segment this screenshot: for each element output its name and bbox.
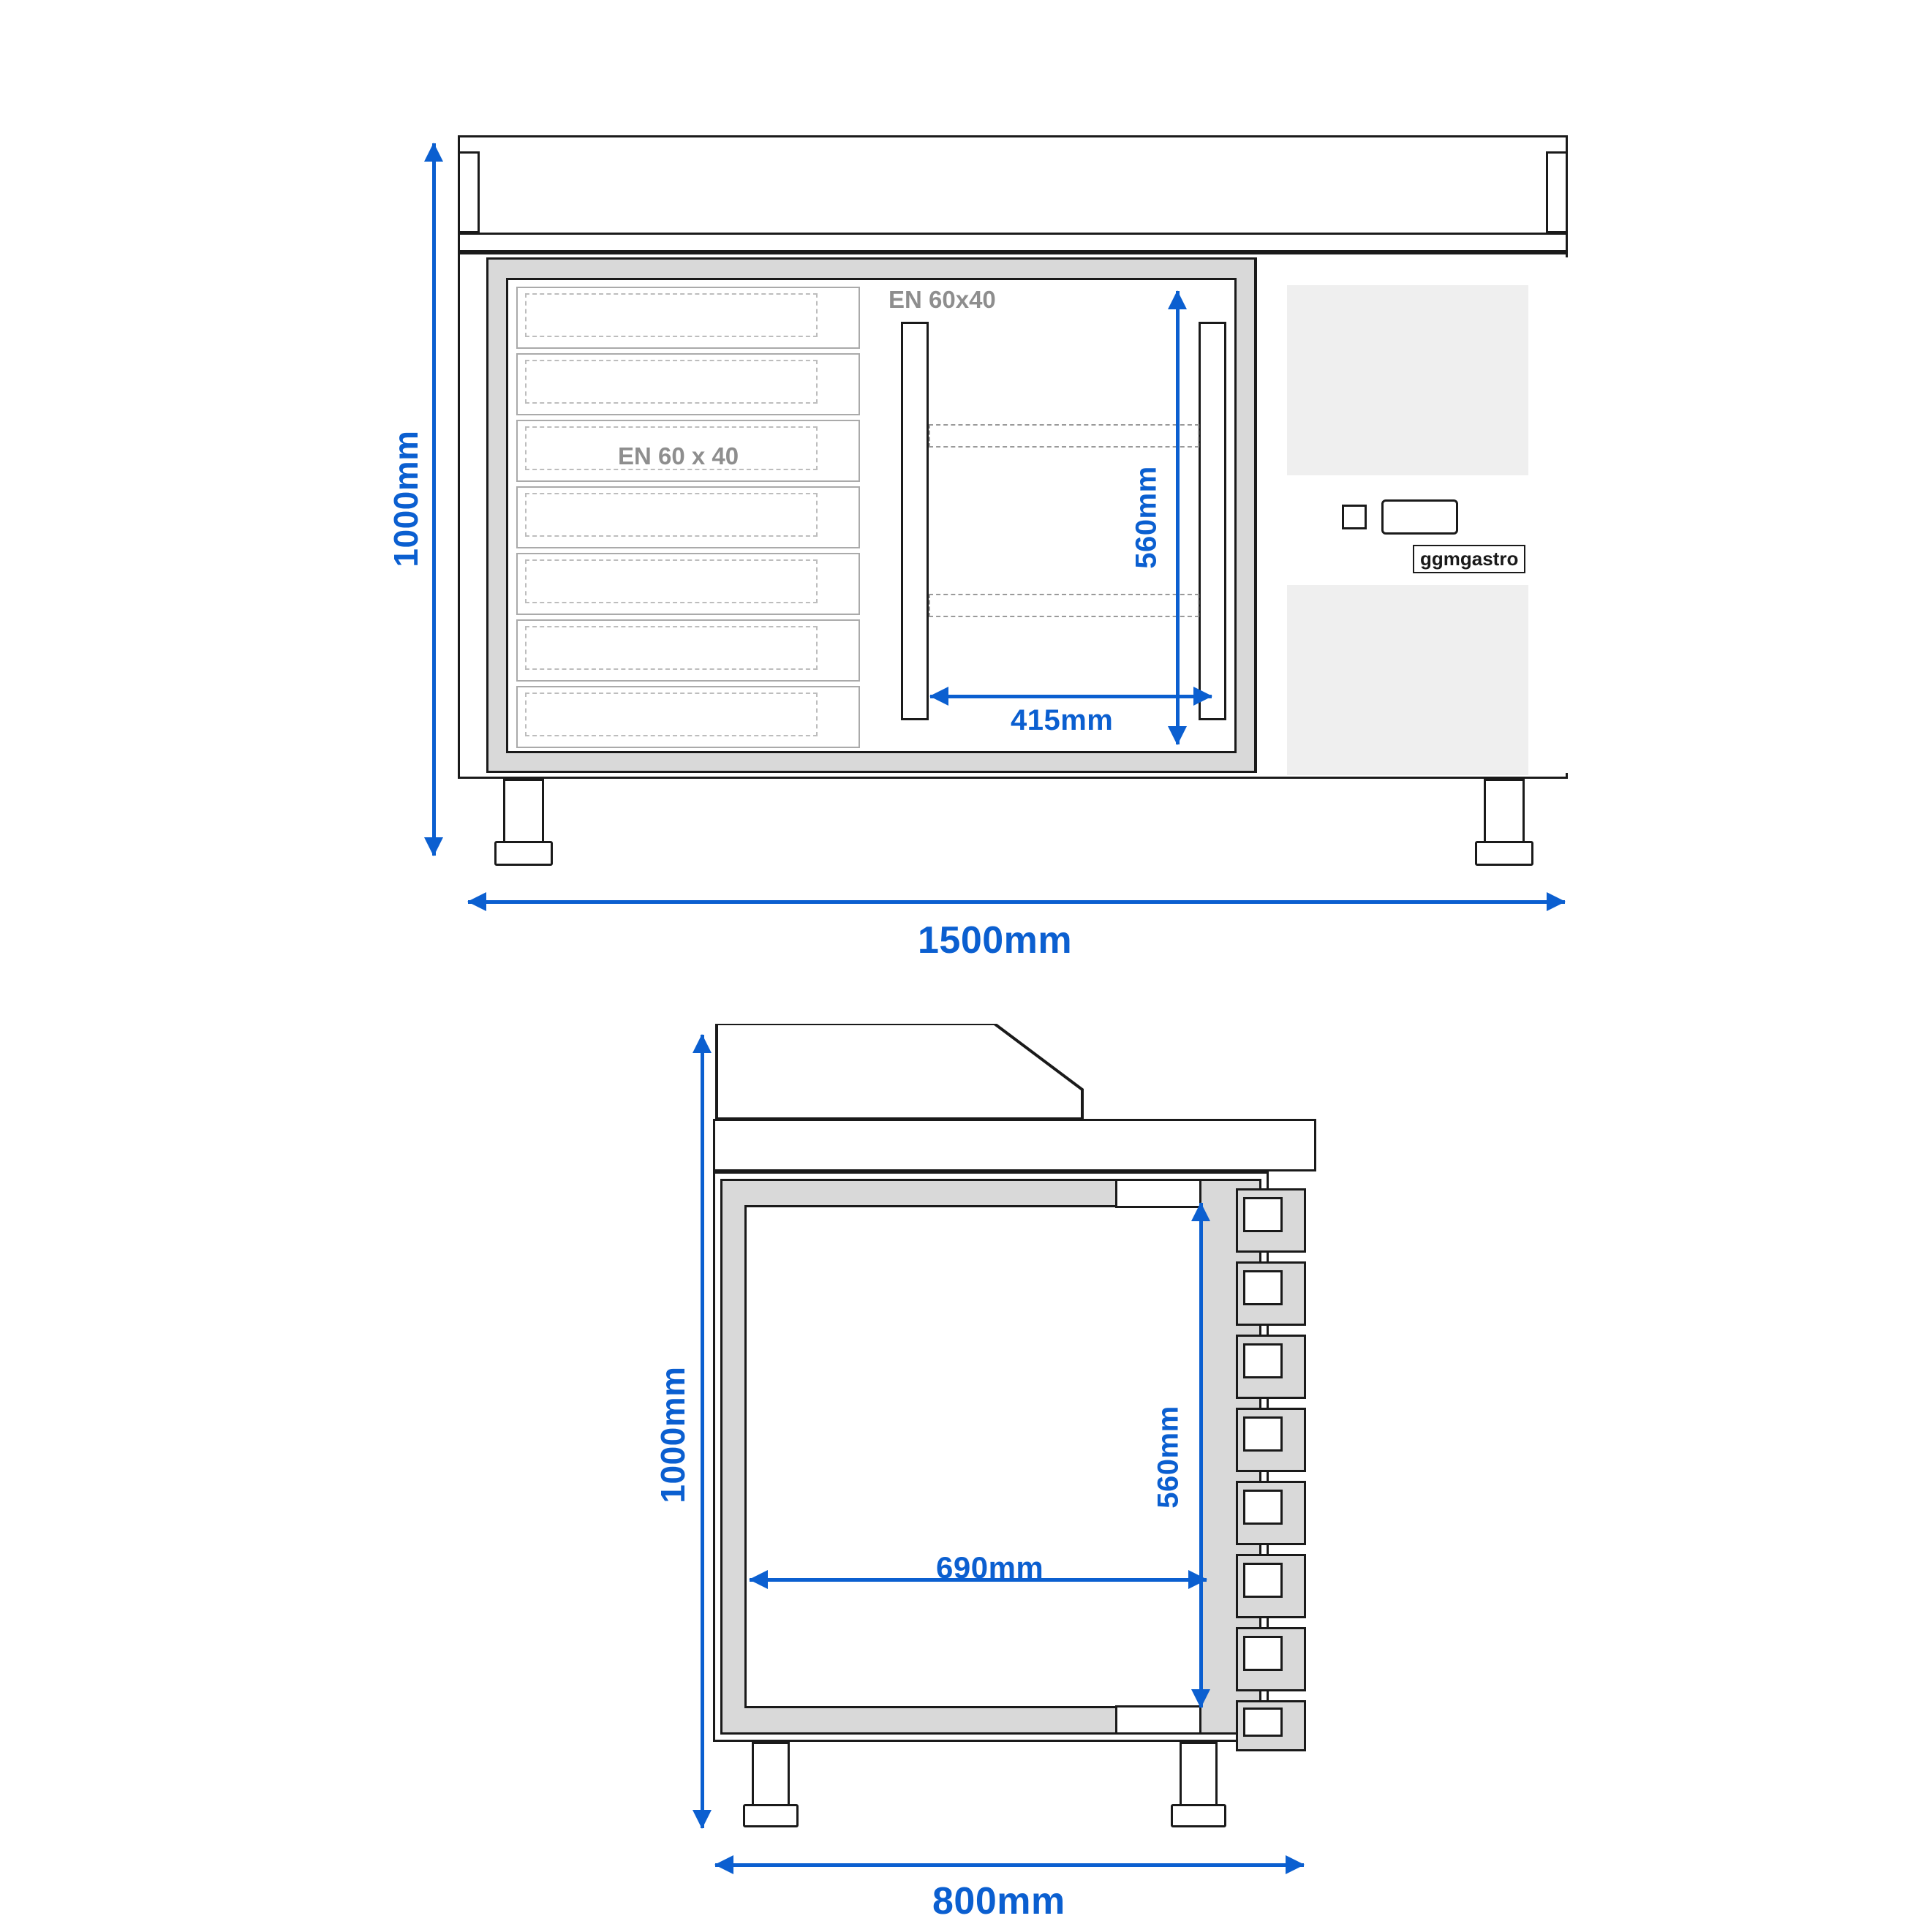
side-interior-height-label: 560mm <box>1152 1405 1185 1509</box>
rack-notch <box>1243 1343 1283 1378</box>
front-worktop-edge <box>458 233 1568 235</box>
front-height-arrow <box>423 143 445 856</box>
front-worktop <box>458 135 1568 252</box>
rack-notch <box>1243 1708 1283 1737</box>
side-view <box>0 973 1932 1932</box>
front-panel-upper <box>1287 285 1528 475</box>
side-height-arrow <box>691 1035 713 1828</box>
front-panel-lower <box>1287 585 1528 775</box>
side-chamber-inner <box>744 1205 1201 1708</box>
front-leg-right <box>1484 779 1525 845</box>
side-depth-arrow <box>715 1854 1304 1876</box>
control-button-square[interactable] <box>1342 505 1367 529</box>
side-chamber-notch-bottom <box>1115 1705 1201 1735</box>
tray-note-top: EN 60x40 <box>888 286 996 313</box>
shelf-dashed <box>929 594 1199 617</box>
rack-notch <box>1243 1270 1283 1305</box>
front-worktop-right-cap <box>1546 151 1568 233</box>
tray-inner <box>525 626 818 670</box>
front-foot-left <box>494 841 553 866</box>
front-interior-height-arrow <box>1166 291 1188 744</box>
brand-logo: ggmgastro <box>1413 545 1525 573</box>
side-height-label: 1000mm <box>654 1366 692 1503</box>
side-foot-left <box>743 1804 799 1827</box>
front-machine-divider <box>1255 257 1257 773</box>
side-leg-left <box>752 1742 790 1808</box>
rack-notch <box>1243 1636 1283 1671</box>
rack-notch <box>1243 1197 1283 1232</box>
tray-inner <box>525 360 818 404</box>
front-leg-left <box>503 779 544 845</box>
front-worktop-left-cap <box>458 151 480 233</box>
tray-inner <box>525 493 818 537</box>
rack-notch <box>1243 1416 1283 1452</box>
rack-notch <box>1243 1490 1283 1525</box>
side-interior-width-label: 690mm <box>936 1550 1044 1585</box>
side-leg-right <box>1180 1742 1218 1808</box>
tray-inner <box>525 693 818 736</box>
side-worktop-apron <box>713 1119 1316 1171</box>
front-height-label: 1000mm <box>387 430 425 567</box>
side-depth-label: 800mm <box>932 1880 1065 1922</box>
side-interior-height-arrow <box>1190 1203 1212 1708</box>
front-width-label: 1500mm <box>918 919 1073 962</box>
side-foot-right <box>1171 1804 1226 1827</box>
front-left-rail <box>901 322 929 720</box>
front-foot-right <box>1475 841 1533 866</box>
tray-note-left: EN 60 x 40 <box>618 442 739 469</box>
tray-inner <box>525 559 818 603</box>
side-chamber-notch-top <box>1115 1179 1201 1208</box>
front-interior-height-label: 560mm <box>1130 466 1163 569</box>
control-display[interactable] <box>1381 499 1458 535</box>
front-right-rail <box>1199 322 1226 720</box>
front-interior-width-label: 415mm <box>1011 704 1114 736</box>
rack-notch <box>1243 1563 1283 1598</box>
front-width-arrow <box>468 891 1565 913</box>
tray-inner <box>525 293 818 337</box>
